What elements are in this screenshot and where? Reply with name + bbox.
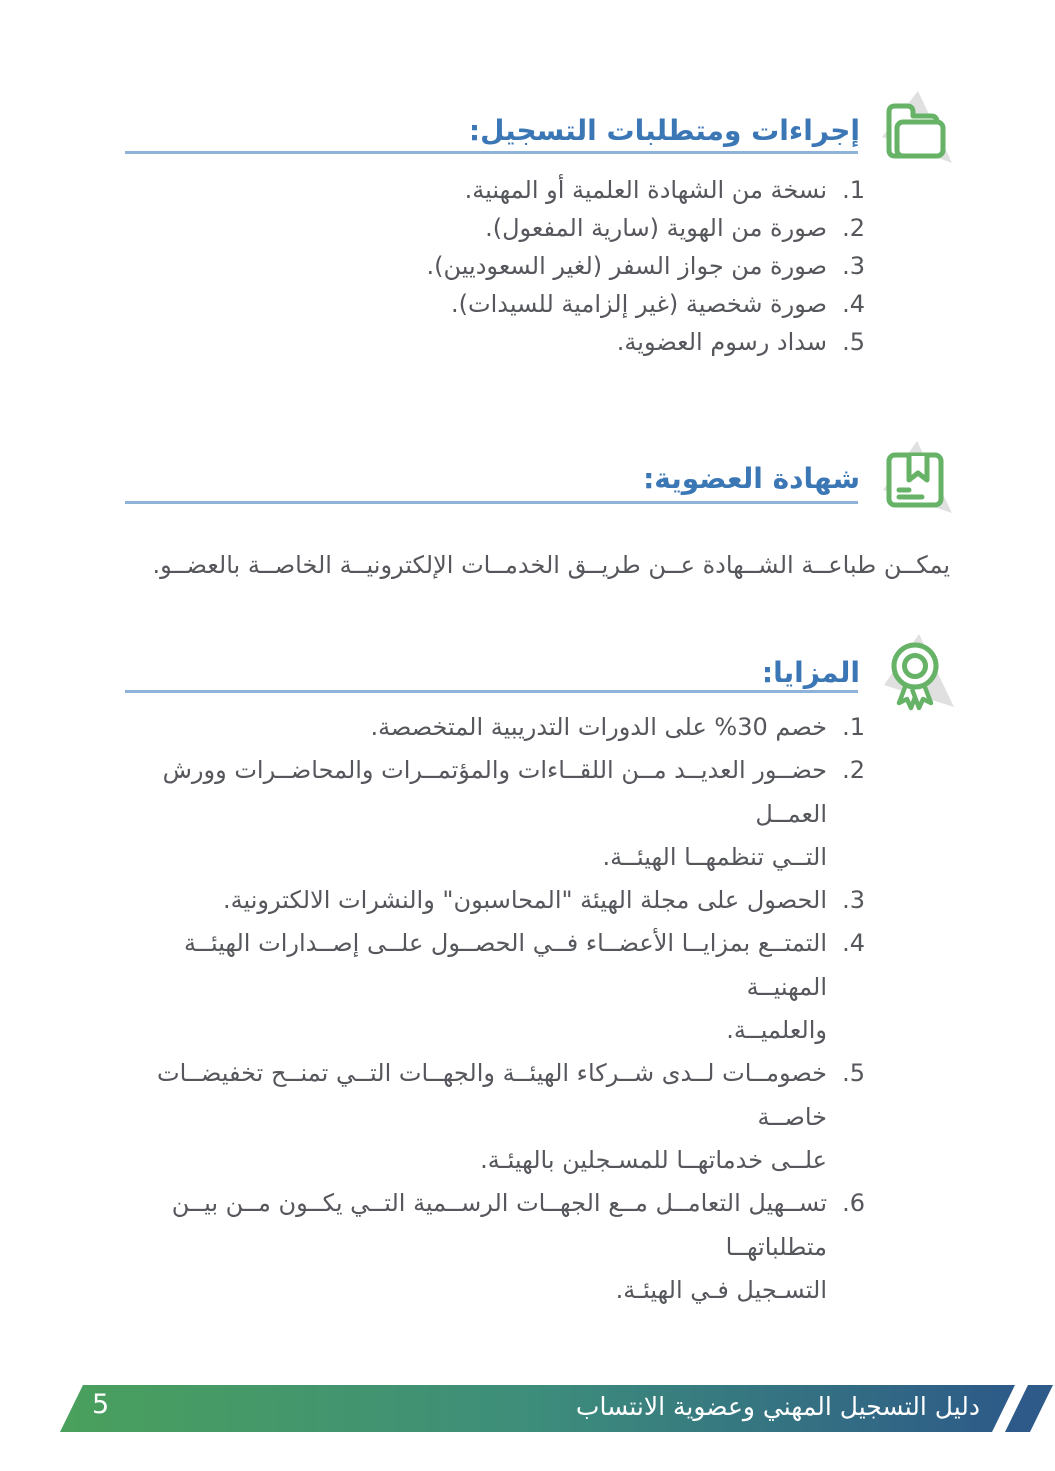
list-item-number: 1. xyxy=(842,176,865,204)
list-item xyxy=(115,1052,865,1182)
list-item-number: 2. xyxy=(842,214,865,242)
list-item xyxy=(115,1182,865,1312)
list-item xyxy=(115,247,865,285)
footer-title: دليل التسجيل المهني وعضوية الانتساب xyxy=(575,1392,980,1421)
list-item-text: التــي تنظمهــا الهيئــة. xyxy=(602,842,827,871)
list-item-number: 3. xyxy=(842,252,865,280)
list-item-text: صورة شخصية (غير إلزامية للسيدات). xyxy=(451,290,827,318)
award-icon xyxy=(870,629,960,715)
list-item xyxy=(115,879,865,922)
list-item-text: التسـجيل فـي الهيئـة. xyxy=(615,1275,827,1304)
membership-paragraph: يمكــن طباعــة الشــهادة عــن طريــق الخدمــات الإلكترونيــة الخاصــة بالعضــو. xyxy=(152,551,950,579)
list-item-text: صورة من جواز السفر (لغير السعوديين). xyxy=(426,252,827,280)
list-item xyxy=(115,171,865,209)
list-item xyxy=(115,706,865,749)
list-item-text: علــى خدماتهــا للمسـجلين بالهيئـة. xyxy=(480,1145,827,1174)
list-item-text: الحصول على مجلة الهيئة "المحاسبون" والنشرات الالكترونية. xyxy=(223,886,827,915)
list-item-number: 5. xyxy=(842,1059,865,1088)
list-item-number: 4. xyxy=(842,290,865,318)
requirements-list xyxy=(115,171,865,361)
list-item-number: 5. xyxy=(842,328,865,356)
list-item-text: خصومــات لــدى شــركاء الهيئــة والجهــات التــي تمنــح تخفيضــات خاصــة xyxy=(157,1059,827,1131)
list-item-number: 1. xyxy=(842,713,865,741)
section-requirements-title: إجراءات ومتطلبات التسجيل: xyxy=(468,113,860,147)
section-benefits-title: المزايا: xyxy=(761,655,860,689)
section-membership-divider xyxy=(125,501,858,504)
benefits-list xyxy=(115,706,865,1312)
list-item-number: 4. xyxy=(842,929,865,958)
section-membership-title: شهادة العضوية: xyxy=(643,461,860,495)
list-item-number: 6. xyxy=(842,1189,865,1218)
list-item-text: صورة من الهوية (سارية المفعول). xyxy=(485,214,827,242)
footer-ribbon-tip xyxy=(1005,1385,1053,1432)
section-requirements-header xyxy=(469,86,960,174)
list-item-text: تســهيل التعامــل مــع الجهــات الرســمية التــي يكــون مــن بيــن متطلباتهــا xyxy=(171,1189,827,1261)
list-item-number: 3. xyxy=(842,886,865,915)
list-item-text: سداد رسوم العضوية. xyxy=(616,328,827,356)
list-item-text: والعلميــة. xyxy=(726,1016,827,1045)
list-item xyxy=(115,323,865,361)
list-item xyxy=(115,749,865,879)
list-item-text: حضــور العديــد مــن اللقــاءات والمؤتمــرات والمحاضــرات وورش العمــل xyxy=(162,756,827,828)
section-benefits-divider xyxy=(125,690,858,693)
page-number: 5 xyxy=(92,1389,110,1420)
list-item xyxy=(115,285,865,323)
list-item-text: نسخة من الشهادة العلمية أو المهنية. xyxy=(464,176,827,204)
list-item-text: خصم 30% على الدورات التدريبية المتخصصة. xyxy=(370,713,827,741)
list-item-text: التمتــع بمزايــا الأعضــاء فــي الحصــول علــى إصــدارات الهيئــة المهنيــة xyxy=(184,929,827,1001)
section-requirements-divider xyxy=(125,151,858,154)
certificate-icon xyxy=(870,435,960,521)
list-item-number: 2. xyxy=(842,756,865,785)
section-membership-header xyxy=(643,434,960,522)
folder-icon xyxy=(870,87,960,173)
list-item xyxy=(115,209,865,247)
list-item xyxy=(115,922,865,1052)
section-benefits-header xyxy=(762,628,960,716)
